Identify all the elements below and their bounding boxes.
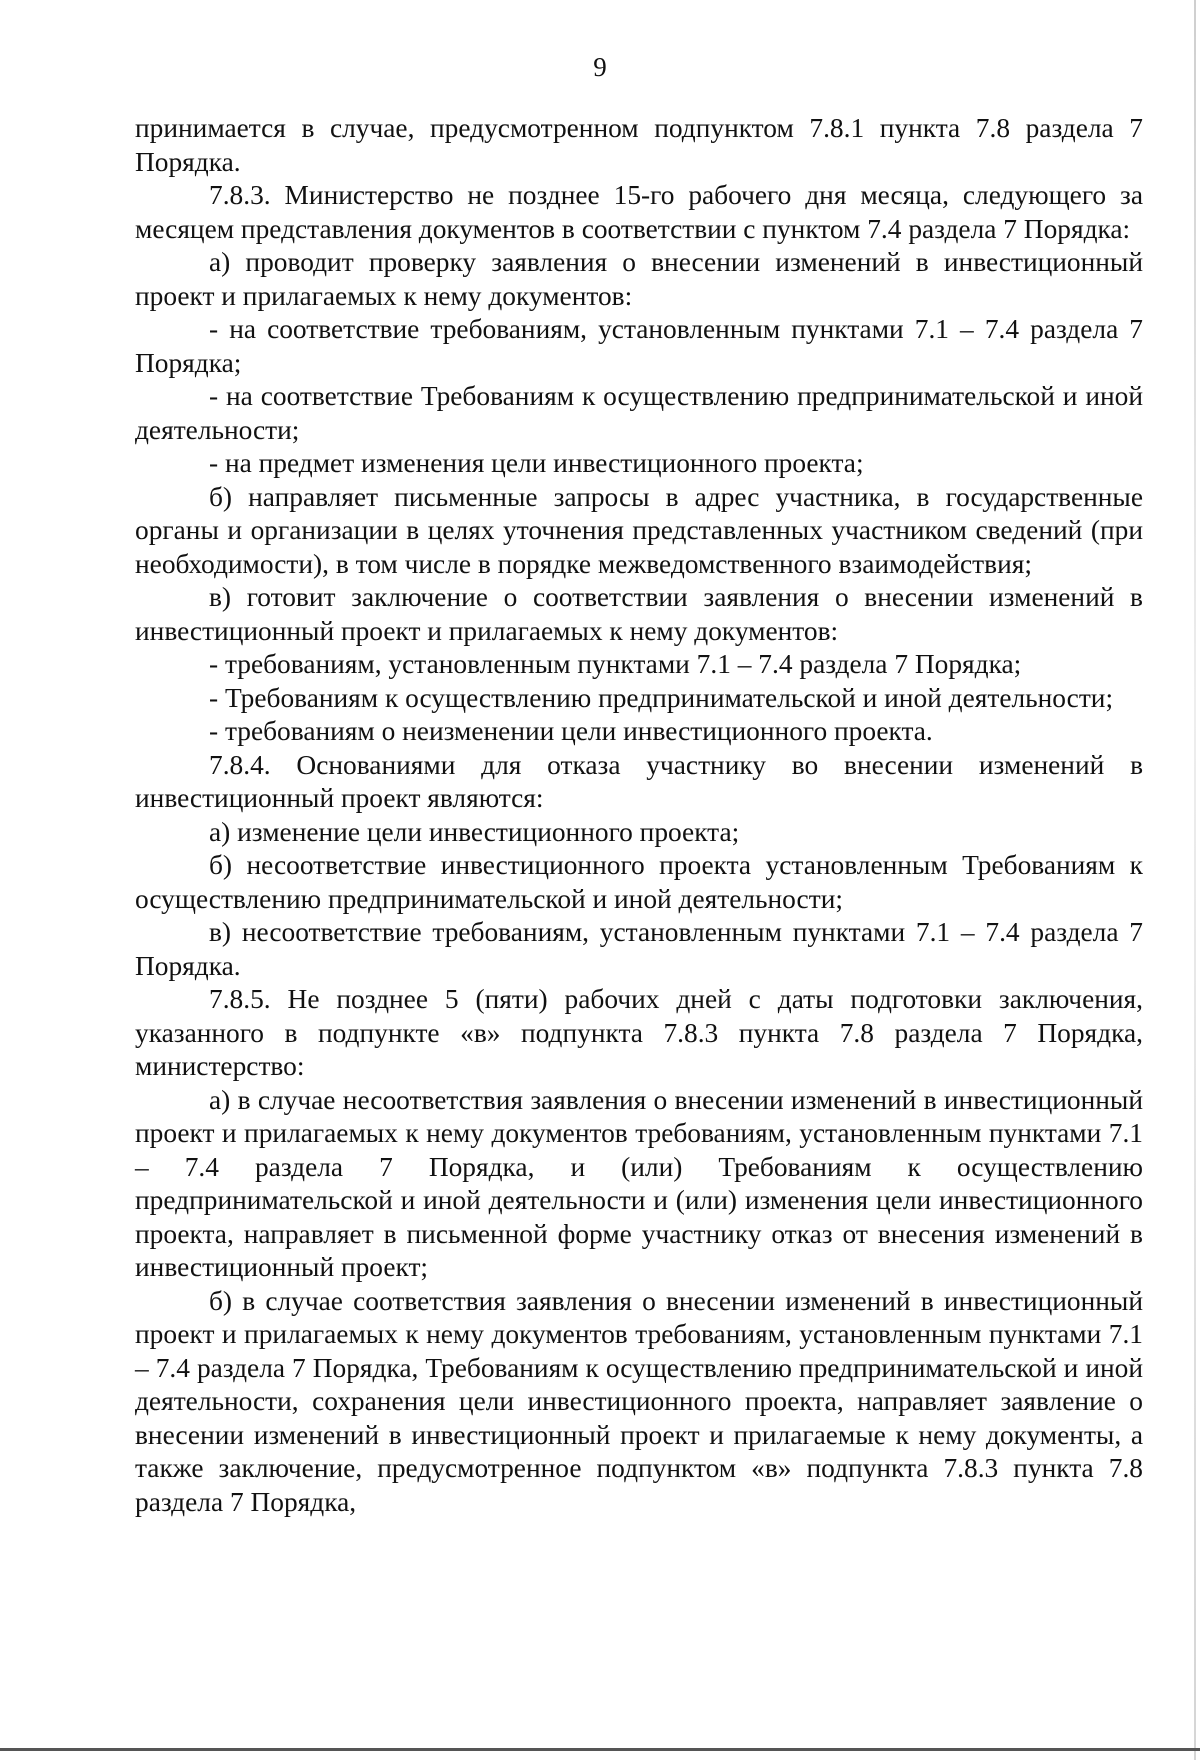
paragraph: - требованиям, установленным пунктами 7.1 – 7.4 раздела 7 Порядка;: [209, 649, 1022, 679]
body-text: [135, 112, 1143, 1519]
paragraph: б) направляет письменные запросы в адрес участника, в государственные органы и организации в целях уточнения представленных участником сведений (при необходимости), в том числе в порядке межведомственного взаимодействия;: [135, 481, 1143, 579]
paragraph: а) изменение цели инвестиционного проекта;: [209, 816, 740, 847]
scan-edge: [1194, 0, 1196, 1760]
paragraph: а) в случае несоответствия заявления о внесении изменений в инвестиционный проект и прилагаемых к нему документов требованиям, установленным пунктами 7.1 – 7.4 раздела 7 Порядка, и (или) Требованиям к осуществлению предпринимательской и иной деятельности и (или) изменения цели инвестиционного проекта, направляет в письменной форме участнику отказ от внесения изменений в инвестиционный проект;: [135, 1084, 1143, 1282]
paragraph: - на соответствие требованиям, установленным пунктами 7.1 – 7.4 раздела 7 Порядка;: [135, 314, 1143, 378]
page-number: 9: [593, 52, 607, 82]
paragraph: - требованиям о неизменении цели инвестиционного проекта.: [209, 716, 933, 746]
paragraph: в) готовит заключение о соответствии заявления о внесении изменений в инвестиционный проект и прилагаемых к нему документов:: [135, 582, 1143, 646]
paragraph: - на предмет изменения цели инвестиционного проекта;: [209, 448, 864, 478]
paragraph: а) проводит проверку заявления о внесении изменений в инвестиционный проект и прилагаемых к нему документов:: [135, 247, 1143, 311]
scan-bottom-edge: [0, 1748, 1200, 1751]
paragraph: б) несоответствие инвестиционного проекта установленным Требованиям к осуществлению предпринимательской и иной деятельности;: [135, 850, 1143, 914]
paragraph: б) в случае соответствия заявления о внесении изменений в инвестиционный проект и прилагаемых к нему документов требованиям, установленным пунктами 7.1 – 7.4 раздела 7 Порядка, Требованиям к осуществлению предпринимательской и иной деятельности, сохранения цели инвестиционного проекта, направляет заявление о внесении изменений в инвестиционный проект и прилагаемые к нему документы, а также заключение, предусмотренное подпунктом «в» подпункта 7.8.3 пункта 7.8 раздела 7 Порядка,: [135, 1285, 1143, 1517]
paragraph: в) несоответствие требованиям, установленным пунктами 7.1 – 7.4 раздела 7 Порядка.: [135, 917, 1143, 981]
paragraph: - на соответствие Требованиям к осуществлению предпринимательской и иной деятельности;: [135, 381, 1143, 445]
paragraph: принимается в случае, предусмотренном подпунктом 7.8.1 пункта 7.8 раздела 7 Порядка.: [135, 113, 1143, 177]
paragraph: 7.8.5. Не позднее 5 (пяти) рабочих дней с даты подготовки заключения, указанного в подпункте «в» подпункта 7.8.3 пункта 7.8 раздела 7 Порядка, министерство:: [135, 984, 1143, 1081]
paragraph: 7.8.3. Министерство не позднее 15-го рабочего дня месяца, следующего за месяцем представления документов в соответствии с пунктом 7.4 раздела 7 Порядка:: [135, 180, 1143, 244]
paragraph: 7.8.4. Основаниями для отказа участнику во внесении изменений в инвестиционный проект являются:: [135, 749, 1143, 813]
paragraph: - Требованиям к осуществлению предпринимательской и иной деятельности;: [209, 682, 1114, 713]
